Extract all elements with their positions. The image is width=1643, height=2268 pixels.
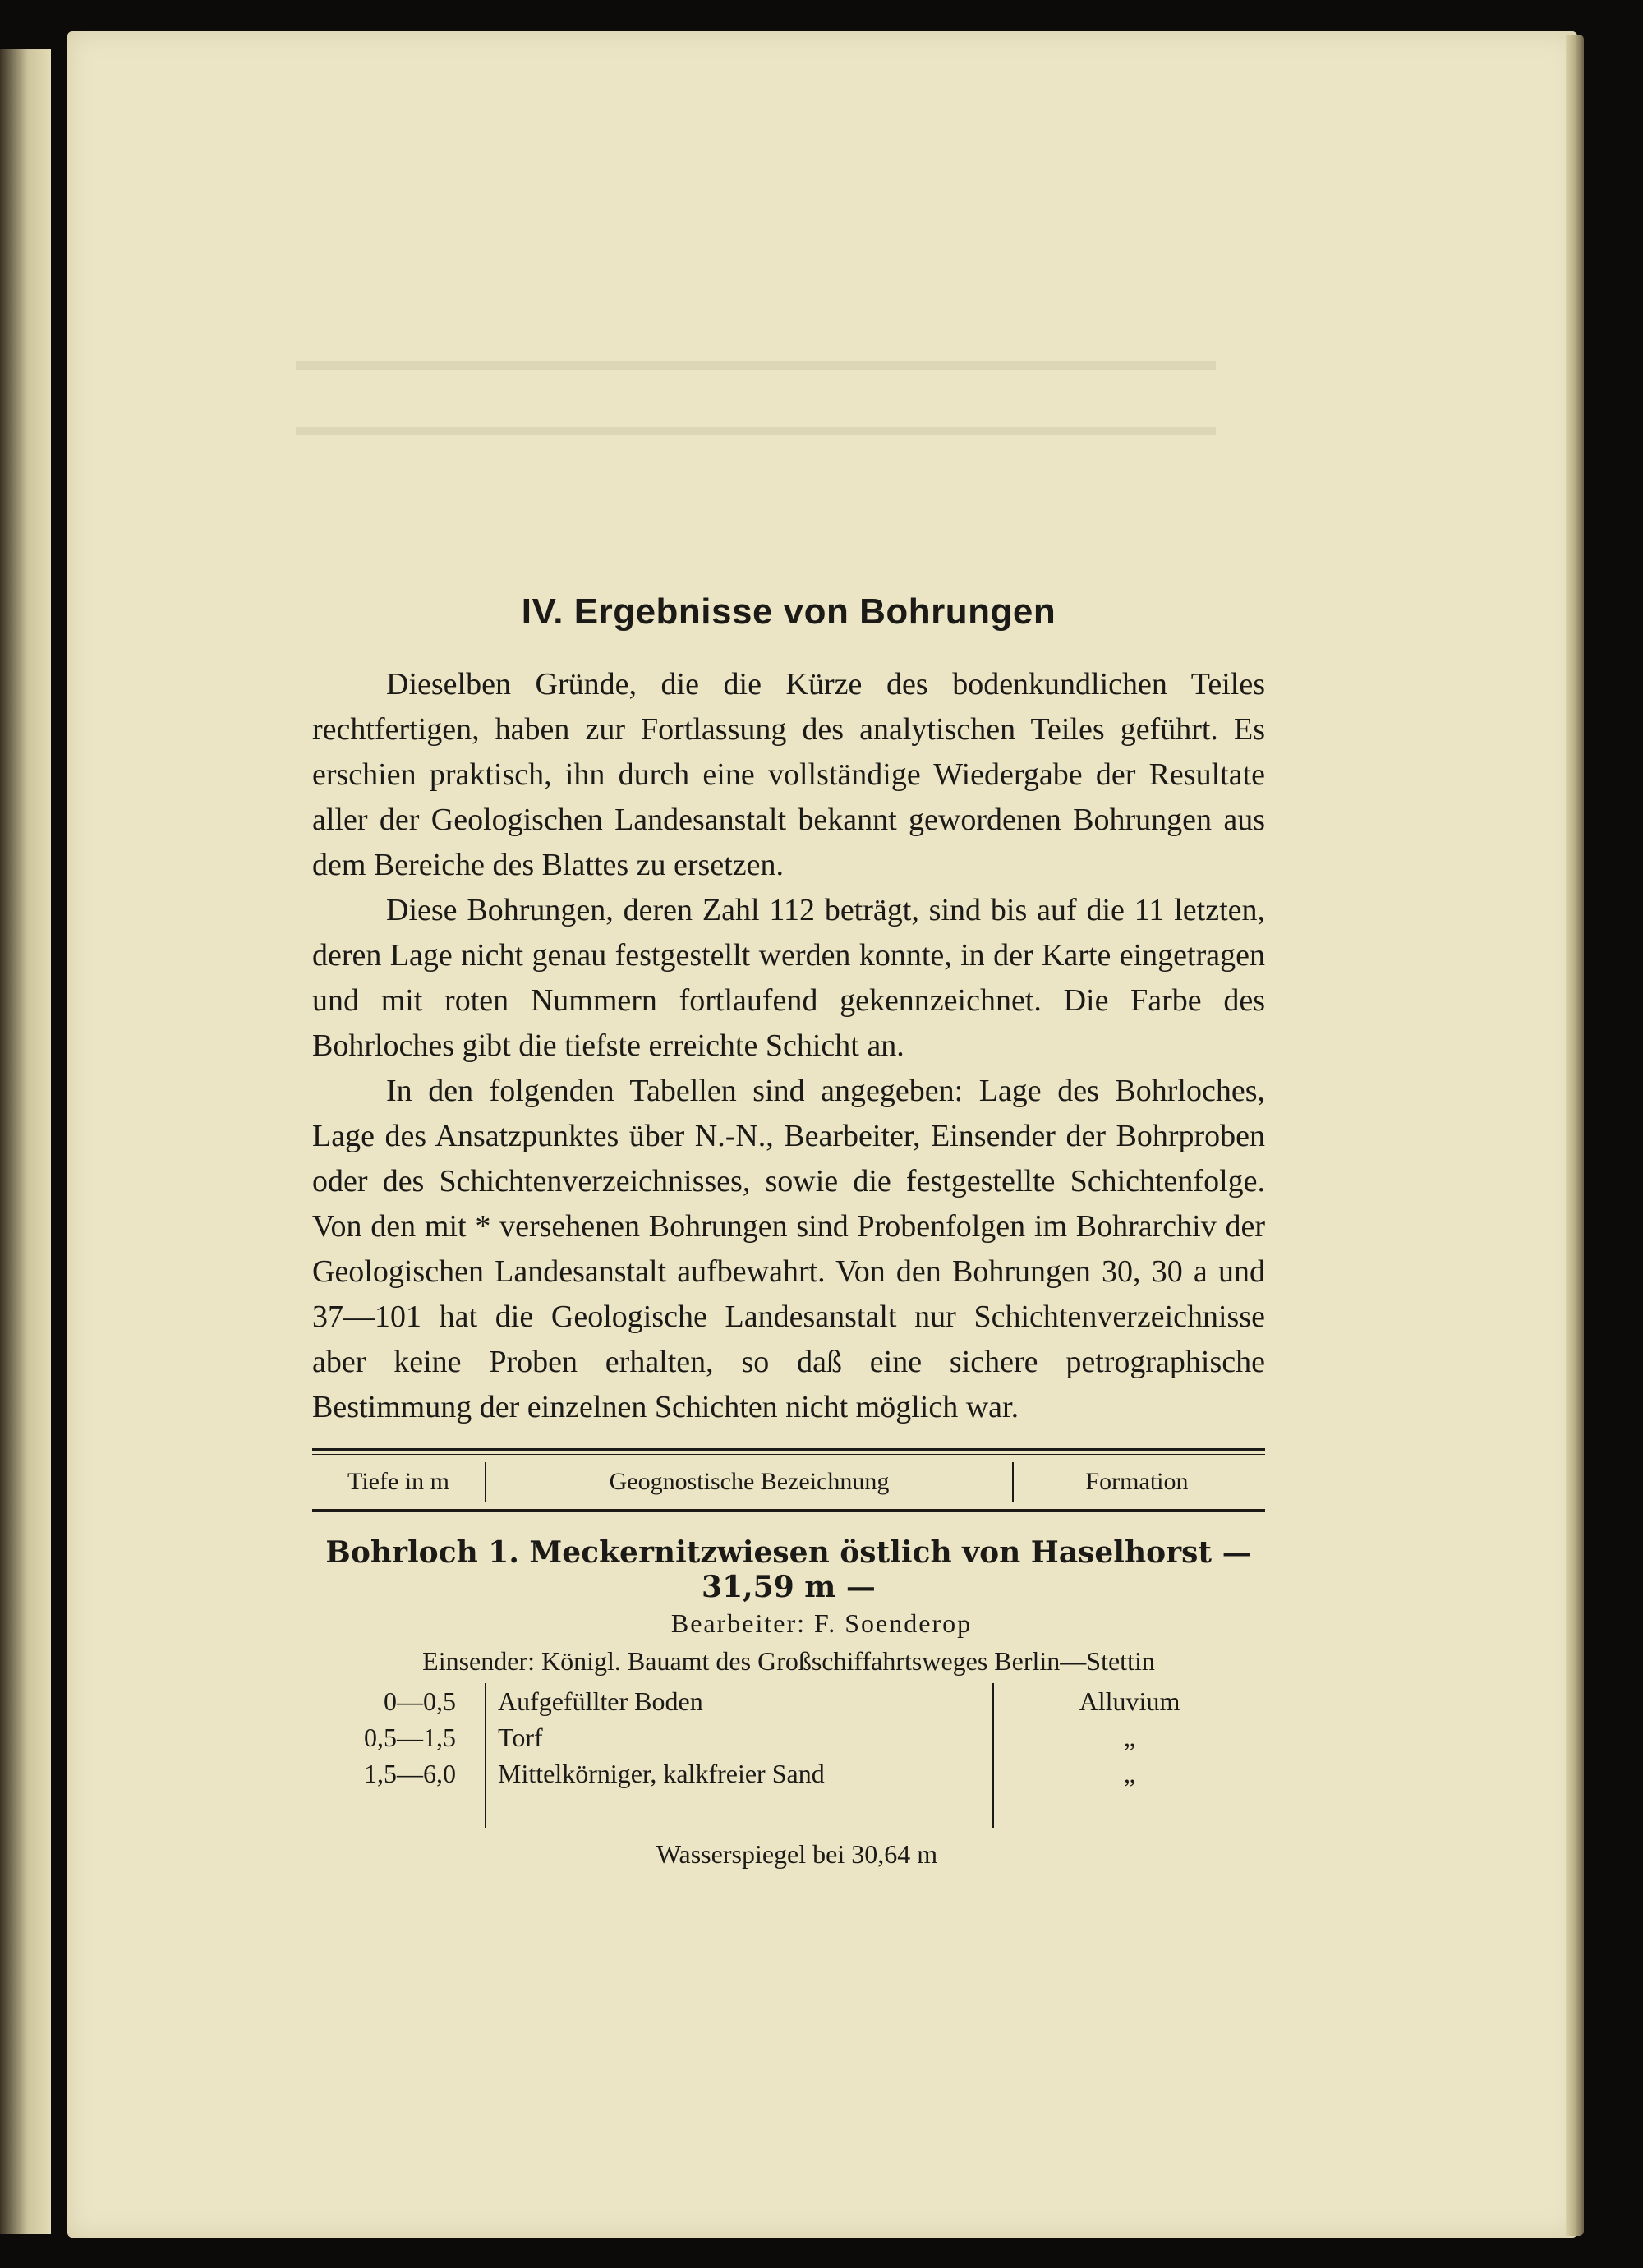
- row-depth: 0,5—1,5: [364, 1723, 456, 1752]
- table-row: [312, 1755, 1265, 1792]
- paragraph: Dieselben Gründe, die die Kürze des bodenkundlichen Teiles rechtfertigen, haben zur Fortlassung des analytischen Teiles geführt. Es erschien praktisch, ihn durch eine vollständige Wiedergabe der Resultate aller der Geologischen Landesanstalt bekannt gewordenen Bohrungen aus dem Bereiche des Blattes zu ersetzen.: [312, 667, 1265, 882]
- paragraph: Diese Bohrungen, deren Zahl 112 beträgt, sind bis auf die 11 letzten, deren Lage nicht genau festgestellt werden konnte, in der Karte eingetragen und mit roten Nummern fortlaufend gekennzeichnet. Die Farbe des Bohrloches gibt die tiefste erreichte Schicht an.: [312, 893, 1265, 1063]
- bleed-through-line: [296, 427, 1216, 435]
- table-row: [312, 1719, 1265, 1755]
- table-top-rule: [312, 1448, 1265, 1455]
- water-level: Wasserspiegel bei 30,64 m: [656, 1839, 938, 1869]
- table-row: [312, 1683, 1265, 1719]
- section-heading: IV. Ergebnisse von Bohrungen: [521, 591, 1056, 632]
- bleed-through-line: [296, 361, 1216, 370]
- row-formation: „: [1123, 1759, 1136, 1788]
- row-depth: 0—0,5: [384, 1686, 456, 1716]
- table-row-spacer: [312, 1792, 1265, 1828]
- header-depth: Tiefe in m: [347, 1468, 449, 1495]
- borehole-bearbeiter: Bearbeiter: F. Soenderop: [670, 1608, 973, 1638]
- row-description: Torf: [485, 1719, 994, 1755]
- row-description: Aufgefüllter Boden: [485, 1683, 994, 1719]
- borehole-einsender: Einsender: Königl. Bauamt des Großschiffahrtsweges Berlin—Stettin: [422, 1646, 1155, 1676]
- row-description: Mittelkörniger, kalkfreier Sand: [485, 1755, 994, 1792]
- page-stack-edge: [1566, 35, 1584, 2236]
- header-description: Geognostische Bezeichnung: [485, 1462, 1014, 1502]
- layer-table: [312, 1683, 1265, 1828]
- header-formation: Formation: [1085, 1468, 1189, 1495]
- adjacent-page-edge: [0, 49, 51, 2234]
- row-formation: Alluvium: [1079, 1686, 1180, 1716]
- table-header-rule: [312, 1509, 1265, 1512]
- paragraph: In den folgenden Tabellen sind angegeben: Lage des Bohrloches, Lage des Ansatzpunktes über N.-N., Bearbeiter, Einsender der Bohrproben oder des Schichtenverzeichnisses, sowie die festgestellte Schichtenfolge. Von den mit * versehenen Bohrungen sind Probenfolgen im Bohrarchiv der Geologischen Landesanstalt aufbewahrt. Von den Bohrungen 30, 30 a und 37—101 hat die Geologische Landesanstalt nur Schichtenverzeichnisse aber keine Proben erhalten, so daß eine sichere petrographische Bestimmung der einzelnen Schichten nicht möglich war.: [312, 1074, 1265, 1424]
- row-depth: 1,5—6,0: [364, 1759, 456, 1788]
- page-content: [312, 591, 1265, 1870]
- table-header: [312, 1455, 1265, 1509]
- row-formation: „: [1123, 1723, 1136, 1752]
- borehole-title: Bohrloch 1. Meckernitzwiesen östlich von Haselhorst — 31,59 m —: [325, 1535, 1252, 1604]
